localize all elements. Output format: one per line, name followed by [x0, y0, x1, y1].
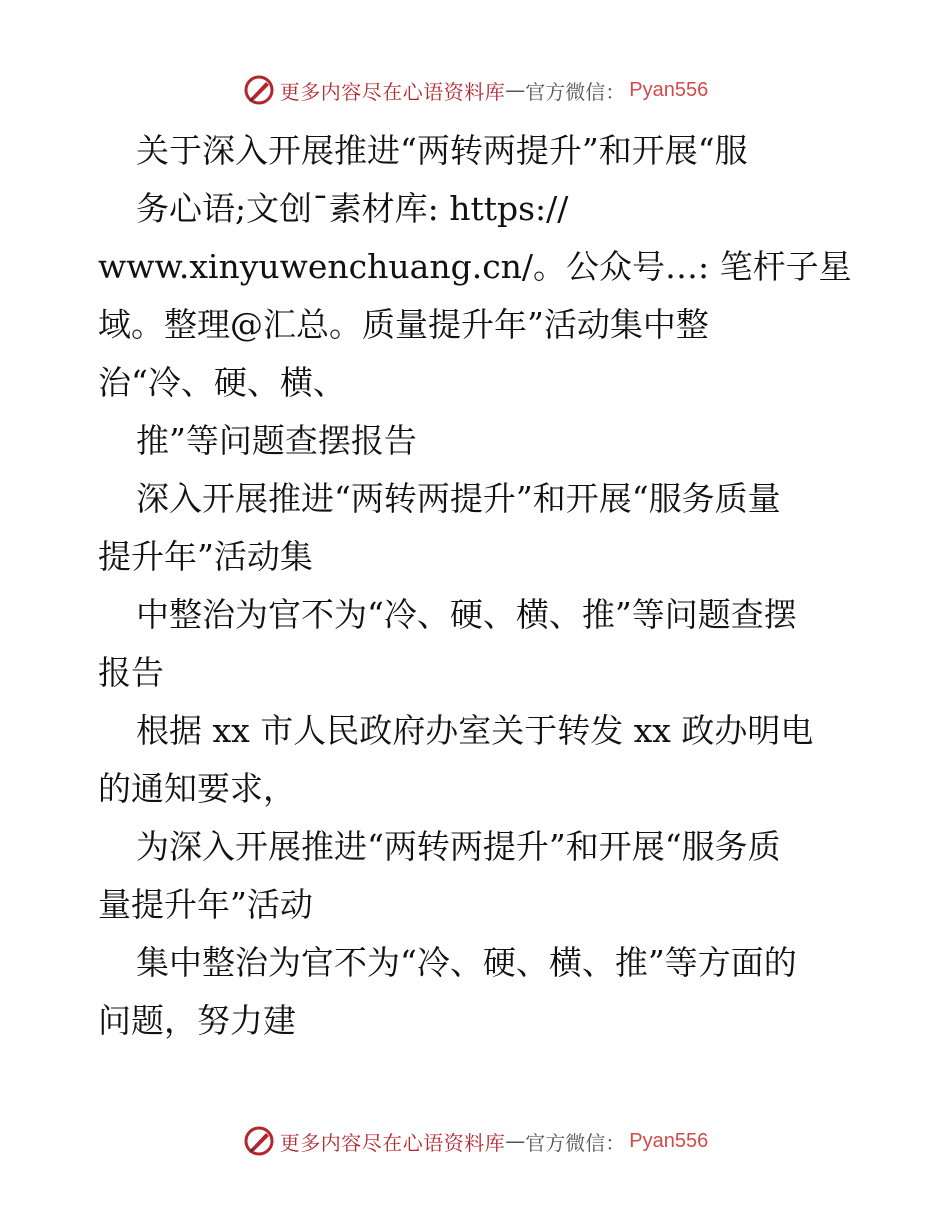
text-line: 推”等问题查摆报告	[136, 421, 417, 460]
header-banner	[0, 70, 950, 110]
text-line: 为深入开展推进“两转两提升”和开展“服务质	[136, 827, 781, 866]
header-separator: —	[505, 78, 526, 102]
text-line: 问题，努力建	[98, 1001, 296, 1040]
text-line: 集中整治为官不为“冷、硬、横、推”等方面的	[136, 943, 797, 982]
header-wechat-id: Pyan556	[629, 78, 709, 101]
footer-banner	[0, 1121, 950, 1161]
footer-site-text: 更多内容尽在心语资料库	[279, 1130, 506, 1155]
header-wechat-label: 官方微信：	[525, 79, 626, 104]
footer-wechat-label: 官方微信：	[525, 1130, 626, 1155]
footer-separator: —	[505, 1129, 526, 1153]
text-line: 中整治为官不为“冷、硬、横、推”等问题查摆	[136, 595, 797, 634]
quill-logo-icon	[242, 73, 276, 107]
text-line: 报告	[98, 653, 164, 692]
text-line: 量提升年”活动	[98, 885, 313, 924]
text-line: 域。整理@汇总。质量提升年”活动集中整	[98, 305, 709, 344]
footer-wechat-id: Pyan556	[629, 1129, 709, 1152]
document-body	[98, 122, 858, 1050]
text-line: 的通知要求，	[98, 769, 296, 808]
text-line: 务心语;文创¯素材库: https://	[136, 189, 569, 228]
text-line: 深入开展推进“两转两提升”和开展“服务质量	[136, 479, 781, 518]
header-site-text: 更多内容尽在心语资料库	[279, 79, 506, 104]
text-line: 关于深入开展推进“两转两提升”和开展“服	[136, 131, 748, 170]
text-line: 治“冷、硬、横、	[98, 363, 346, 402]
quill-logo-icon	[242, 1124, 276, 1158]
text-line: 提升年”活动集	[98, 537, 313, 576]
text-line: 根据 xx 市人民政府办室关于转发 xx 政办明电	[136, 711, 814, 750]
text-line: www.xinyuwenchuang.cn/。公众号…: 笔杆子星	[98, 247, 852, 286]
